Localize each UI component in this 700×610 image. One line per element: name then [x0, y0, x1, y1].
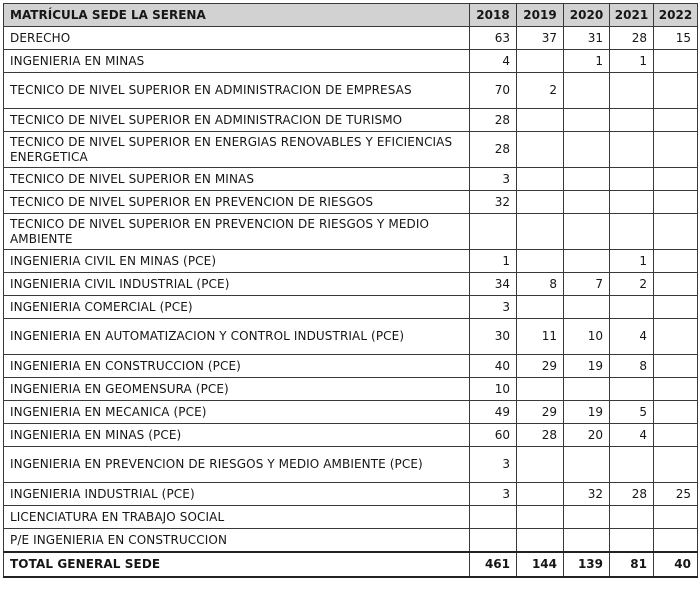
value-cell: 28	[517, 424, 564, 447]
value-cell	[610, 214, 654, 250]
table-row	[4, 50, 698, 73]
year-header: 2022	[654, 4, 698, 27]
value-cell: 1	[610, 50, 654, 73]
value-cell	[564, 168, 610, 191]
value-cell	[610, 168, 654, 191]
value-cell: 4	[610, 424, 654, 447]
table-title: MATRÍCULA SEDE LA SERENA	[4, 4, 470, 27]
value-cell	[654, 50, 698, 73]
program-name: TECNICO DE NIVEL SUPERIOR EN ADMINISTRACION DE TURISMO	[4, 109, 470, 132]
document-page	[3, 3, 697, 607]
value-cell	[610, 447, 654, 483]
value-cell	[610, 132, 654, 168]
table-row	[4, 401, 698, 424]
value-cell	[654, 319, 698, 355]
value-cell	[610, 529, 654, 553]
value-cell: 28	[610, 483, 654, 506]
value-cell: 3	[470, 296, 517, 319]
value-cell	[610, 191, 654, 214]
table-row	[4, 109, 698, 132]
program-name: INGENIERIA EN GEOMENSURA (PCE)	[4, 378, 470, 401]
year-header: 2020	[564, 4, 610, 27]
value-cell	[654, 109, 698, 132]
value-cell: 8	[610, 355, 654, 378]
value-cell	[517, 132, 564, 168]
value-cell: 60	[470, 424, 517, 447]
value-cell: 2	[517, 73, 564, 109]
value-cell	[610, 109, 654, 132]
value-cell	[654, 250, 698, 273]
program-name: INGENIERIA EN MECANICA (PCE)	[4, 401, 470, 424]
value-cell	[654, 378, 698, 401]
value-cell: 29	[517, 355, 564, 378]
program-name: P/E INGENIERIA EN CONSTRUCCION	[4, 529, 470, 553]
value-cell	[517, 378, 564, 401]
value-cell	[654, 401, 698, 424]
value-cell	[564, 250, 610, 273]
table-row	[4, 132, 698, 168]
table-row	[4, 447, 698, 483]
program-name: INGENIERIA CIVIL INDUSTRIAL (PCE)	[4, 273, 470, 296]
value-cell: 28	[470, 109, 517, 132]
value-cell	[564, 506, 610, 529]
value-cell: 7	[564, 273, 610, 296]
program-name: INGENIERIA CIVIL EN MINAS (PCE)	[4, 250, 470, 273]
value-cell: 3	[470, 483, 517, 506]
value-cell	[564, 214, 610, 250]
table-row	[4, 214, 698, 250]
value-cell	[564, 296, 610, 319]
program-name: DERECHO	[4, 27, 470, 50]
total-value: 139	[564, 552, 610, 577]
value-cell	[564, 529, 610, 553]
value-cell: 10	[470, 378, 517, 401]
table-row	[4, 296, 698, 319]
table-row	[4, 378, 698, 401]
value-cell: 4	[610, 319, 654, 355]
program-name: INGENIERIA EN CONSTRUCCION (PCE)	[4, 355, 470, 378]
value-cell	[610, 296, 654, 319]
value-cell: 25	[654, 483, 698, 506]
value-cell: 19	[564, 355, 610, 378]
value-cell	[610, 73, 654, 109]
program-name: TECNICO DE NIVEL SUPERIOR EN PREVENCION DE RIESGOS	[4, 191, 470, 214]
value-cell: 30	[470, 319, 517, 355]
value-cell	[654, 132, 698, 168]
table-row	[4, 168, 698, 191]
program-name: INGENIERIA INDUSTRIAL (PCE)	[4, 483, 470, 506]
value-cell: 70	[470, 73, 517, 109]
value-cell	[610, 506, 654, 529]
value-cell	[470, 529, 517, 553]
value-cell	[517, 447, 564, 483]
value-cell	[517, 483, 564, 506]
value-cell	[564, 447, 610, 483]
value-cell	[654, 273, 698, 296]
total-label: TOTAL GENERAL SEDE	[4, 552, 470, 577]
value-cell	[654, 191, 698, 214]
value-cell: 1	[470, 250, 517, 273]
value-cell	[517, 296, 564, 319]
value-cell: 31	[564, 27, 610, 50]
table-row	[4, 27, 698, 50]
table-row	[4, 191, 698, 214]
value-cell	[654, 529, 698, 553]
value-cell	[517, 168, 564, 191]
value-cell: 63	[470, 27, 517, 50]
value-cell	[654, 355, 698, 378]
program-name: INGENIERIA EN AUTOMATIZACION Y CONTROL INDUSTRIAL (PCE)	[4, 319, 470, 355]
value-cell: 34	[470, 273, 517, 296]
value-cell	[654, 168, 698, 191]
value-cell	[654, 424, 698, 447]
value-cell: 20	[564, 424, 610, 447]
table-row	[4, 319, 698, 355]
program-name: TECNICO DE NIVEL SUPERIOR EN PREVENCION DE RIESGOS Y MEDIO AMBIENTE	[4, 214, 470, 250]
value-cell	[564, 378, 610, 401]
value-cell: 11	[517, 319, 564, 355]
value-cell: 19	[564, 401, 610, 424]
value-cell	[564, 109, 610, 132]
program-name: TECNICO DE NIVEL SUPERIOR EN ADMINISTRACION DE EMPRESAS	[4, 73, 470, 109]
value-cell: 2	[610, 273, 654, 296]
table-row	[4, 483, 698, 506]
value-cell: 4	[470, 50, 517, 73]
value-cell	[517, 250, 564, 273]
year-header: 2018	[470, 4, 517, 27]
value-cell: 32	[470, 191, 517, 214]
value-cell	[564, 132, 610, 168]
value-cell: 8	[517, 273, 564, 296]
program-name: INGENIERIA EN MINAS (PCE)	[4, 424, 470, 447]
value-cell: 40	[470, 355, 517, 378]
value-cell	[517, 529, 564, 553]
year-header: 2019	[517, 4, 564, 27]
value-cell	[517, 50, 564, 73]
value-cell: 32	[564, 483, 610, 506]
program-name: LICENCIATURA EN TRABAJO SOCIAL	[4, 506, 470, 529]
enrollment-table	[3, 3, 698, 578]
value-cell	[654, 506, 698, 529]
value-cell	[517, 191, 564, 214]
value-cell	[517, 506, 564, 529]
total-value: 461	[470, 552, 517, 577]
value-cell: 15	[654, 27, 698, 50]
value-cell	[470, 214, 517, 250]
value-cell: 10	[564, 319, 610, 355]
value-cell	[654, 296, 698, 319]
program-name: INGENIERIA EN PREVENCION DE RIESGOS Y MEDIO AMBIENTE (PCE)	[4, 447, 470, 483]
value-cell: 29	[517, 401, 564, 424]
value-cell	[470, 506, 517, 529]
table-row	[4, 355, 698, 378]
table-row	[4, 250, 698, 273]
table-row	[4, 424, 698, 447]
year-header: 2021	[610, 4, 654, 27]
table-header-row	[4, 4, 698, 27]
value-cell: 37	[517, 27, 564, 50]
total-row	[4, 552, 698, 577]
program-name: INGENIERIA EN MINAS	[4, 50, 470, 73]
value-cell: 1	[610, 250, 654, 273]
table-row	[4, 273, 698, 296]
program-name: INGENIERIA COMERCIAL (PCE)	[4, 296, 470, 319]
value-cell	[517, 109, 564, 132]
value-cell	[654, 447, 698, 483]
value-cell: 28	[470, 132, 517, 168]
value-cell: 49	[470, 401, 517, 424]
program-name: TECNICO DE NIVEL SUPERIOR EN MINAS	[4, 168, 470, 191]
value-cell	[654, 73, 698, 109]
value-cell	[564, 191, 610, 214]
value-cell: 1	[564, 50, 610, 73]
total-value: 40	[654, 552, 698, 577]
table-row	[4, 73, 698, 109]
value-cell	[517, 214, 564, 250]
value-cell: 5	[610, 401, 654, 424]
program-name: TECNICO DE NIVEL SUPERIOR EN ENERGIAS RENOVABLES Y EFICIENCIAS ENERGETICA	[4, 132, 470, 168]
value-cell	[610, 378, 654, 401]
total-value: 144	[517, 552, 564, 577]
value-cell: 3	[470, 447, 517, 483]
value-cell: 28	[610, 27, 654, 50]
value-cell: 3	[470, 168, 517, 191]
table-row	[4, 506, 698, 529]
total-value: 81	[610, 552, 654, 577]
table-row	[4, 529, 698, 553]
value-cell	[654, 214, 698, 250]
value-cell	[564, 73, 610, 109]
